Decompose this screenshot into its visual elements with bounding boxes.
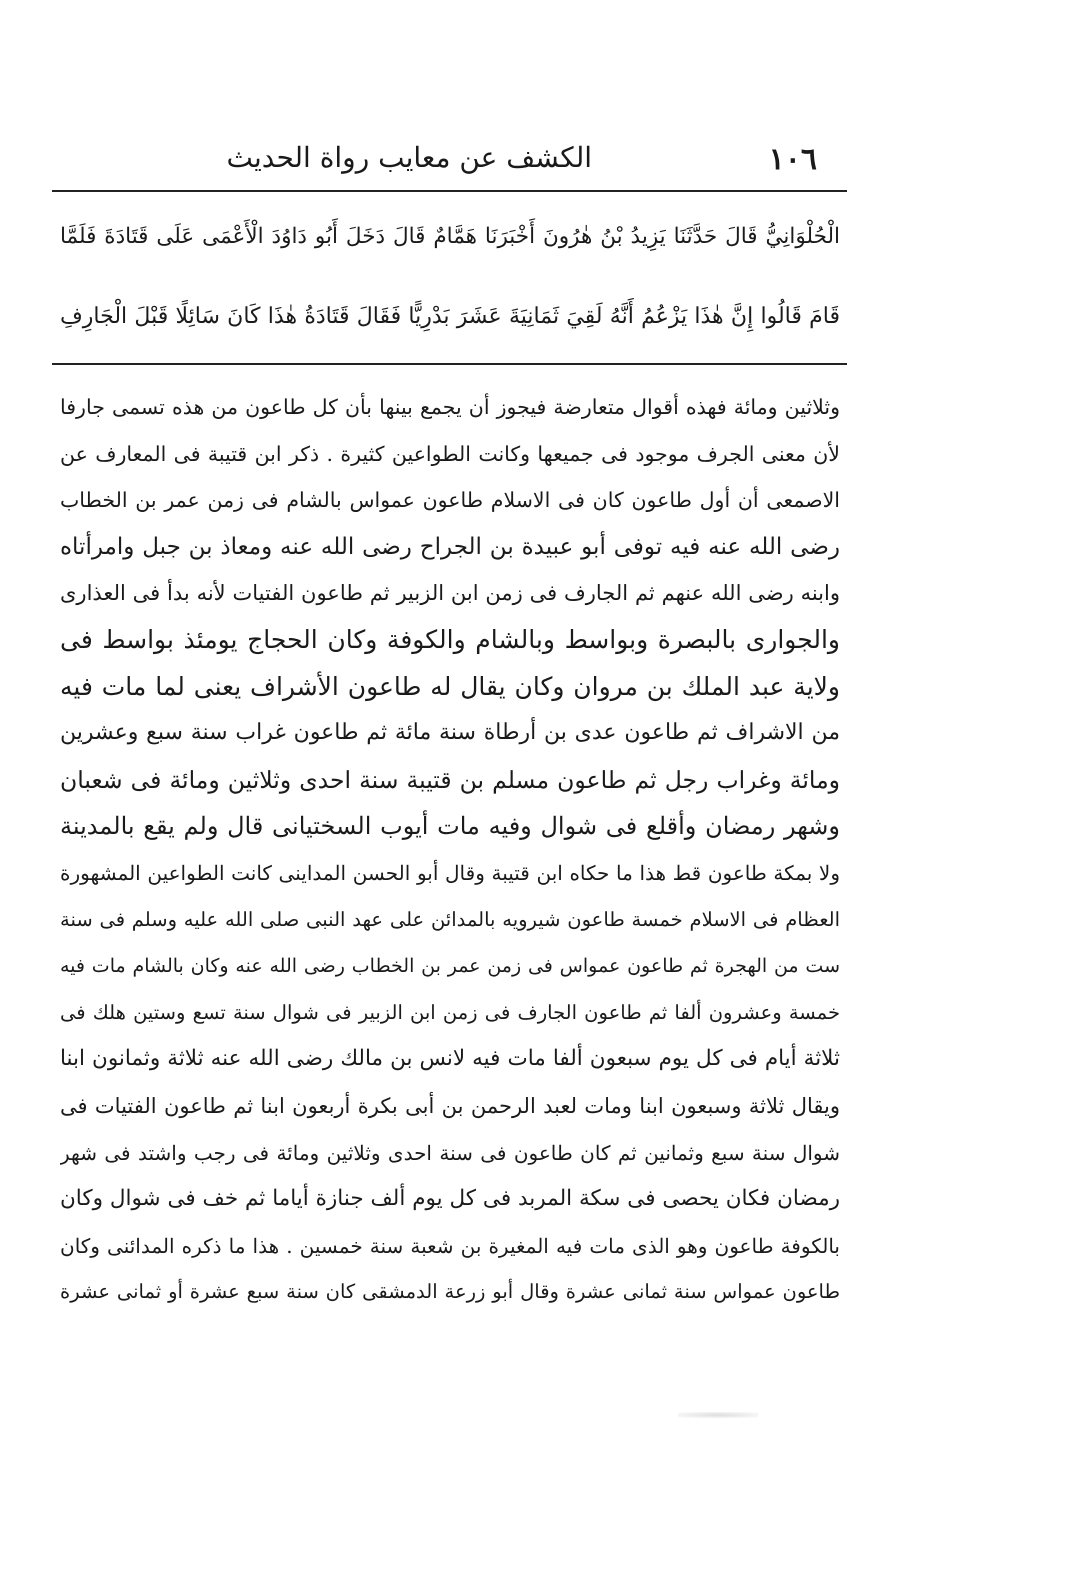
text-line: رضى الله عنه فيه توفى أبو عبيدة بن الجراح رضى الله عنه ومعاذ بن جبل وامرأتاه xyxy=(60,533,840,560)
page-header xyxy=(52,132,847,180)
running-title: الكشف عن معايب رواة الحديث xyxy=(226,141,592,174)
text-line: وابنه رضى الله عنهم ثم الجارف فى زمن ابن الزبير ثم طاعون الفتيات لأنه بدأ فى العذارى xyxy=(60,581,840,606)
header-rule xyxy=(52,190,847,192)
quoted-hadith-text xyxy=(60,197,840,357)
text-line: وشهر رمضان وأقلع فى شوال وفيه مات أيوب السختيانى قال ولم يقع بالمدينة xyxy=(60,812,840,841)
text-line: لأن معنى الجرف موجود فى جميعها وكانت الطواعين كثيرة . ذكر ابن قتيبة فى المعارف عن xyxy=(60,441,840,466)
text-line: وثلاثين ومائة فهذه أقوال متعارضة فيجوز أن يجمع بينها بأن كل طاعون من هذه تسمى جارفا xyxy=(60,395,840,419)
text-line: بالكوفة طاعون وهو الذى مات فيه المغيرة بن شعبة سنة خمسين . هذا ما ذكره المدائنى وكان xyxy=(60,1233,840,1258)
text-line: الاصمعى أن أول طاعون كان فى الاسلام طاعون عمواس بالشام فى زمن عمر بن الخطاب xyxy=(60,488,840,513)
text-line: خمسة وعشرون ألفا ثم طاعون الجارف فى زمن ابن الزبير فى شوال سنة تسع وستين هلك فى xyxy=(60,1000,840,1024)
text-line: ويقال ثلاثة وسبعون ابنا ومات لعبد الرحمن بن أبى بكرة أربعون ابنا ثم طاعون الفتيات فى xyxy=(60,1093,840,1118)
text-line: شوال سنة سبع وثمانين ثم كان طاعون فى سنة احدى وثلاثين ومائة فى رجب واشتد فى شهر xyxy=(60,1140,840,1165)
section-divider xyxy=(52,363,847,365)
text-line: ثلاثة أيام فى كل يوم سبعون ألفا مات فيه لانس بن مالك رضى الله عنه ثلاثة وثمانون ابنا xyxy=(60,1046,840,1072)
quote-line: الْحُلْوَانِيُّ قَالَ حَدَّثَنَا يَزِيدُ بْنُ هٰرُونَ أَخْبَرَنَا هَمَّامٌ قَالَ دَخَلَ أَبُو دَاوُدَ الْأَعْمَى عَلَى قَتَادَةَ فَلَمَّا xyxy=(60,224,840,249)
text-line: ومائة وغراب رجل ثم طاعون مسلم بن قتيبة سنة احدى وثلاثين ومائة فى شعبان xyxy=(60,765,840,794)
text-line: ست من الهجرة ثم طاعون عمواس فى زمن عمر بن الخطاب رضى الله عنه وكان بالشام مات فيه xyxy=(60,955,840,978)
text-line: طاعون عمواس سنة ثمانى عشرة وقال أبو زرعة الدمشقى كان سنة سبع عشرة أو ثمانى عشرة xyxy=(60,1280,840,1304)
commentary-text xyxy=(60,384,840,1316)
text-line: ولا بمكة طاعون قط هذا ما حكاه ابن قتيبة وقال أبو الحسن المداينى كانت الطواعين المشهورة xyxy=(60,860,840,885)
text-line: العظام فى الاسلام خمسة طاعون شيرويه بالمدائن على عهد النبى صلى الله عليه وسلم فى سنة xyxy=(60,907,840,931)
scan-smudge xyxy=(678,1412,758,1418)
text-line: رمضان فكان يحصى فى سكة المربد فى كل يوم ألف جنازة أياما ثم خف فى شوال وكان xyxy=(60,1186,840,1212)
text-line: من الاشراف ثم طاعون عدى بن أرطاة سنة مائة ثم طاعون غراب سنة سبع وعشرين xyxy=(60,720,840,746)
text-line: والجوارى بالبصرة وبواسط وبالشام والكوفة وكان الحجاج يومئذ بواسط فى xyxy=(60,624,840,654)
text-line: ولاية عبد الملك بن مروان وكان يقال له طاعون الأشراف يعنى لما مات فيه xyxy=(60,671,840,701)
page-number: ١٠٦ xyxy=(768,142,817,177)
quote-line: قَامَ قَالُوا إِنَّ هٰذَا يَزْعُمُ أَنَّهُ لَقِيَ ثَمَانِيَةَ عَشَرَ بَدْرِيًّا فَقَالَ قَتَادَةُ هٰذَا كَانَ سَائِلًا قَبْلَ الْجَارِفِ xyxy=(60,304,840,329)
